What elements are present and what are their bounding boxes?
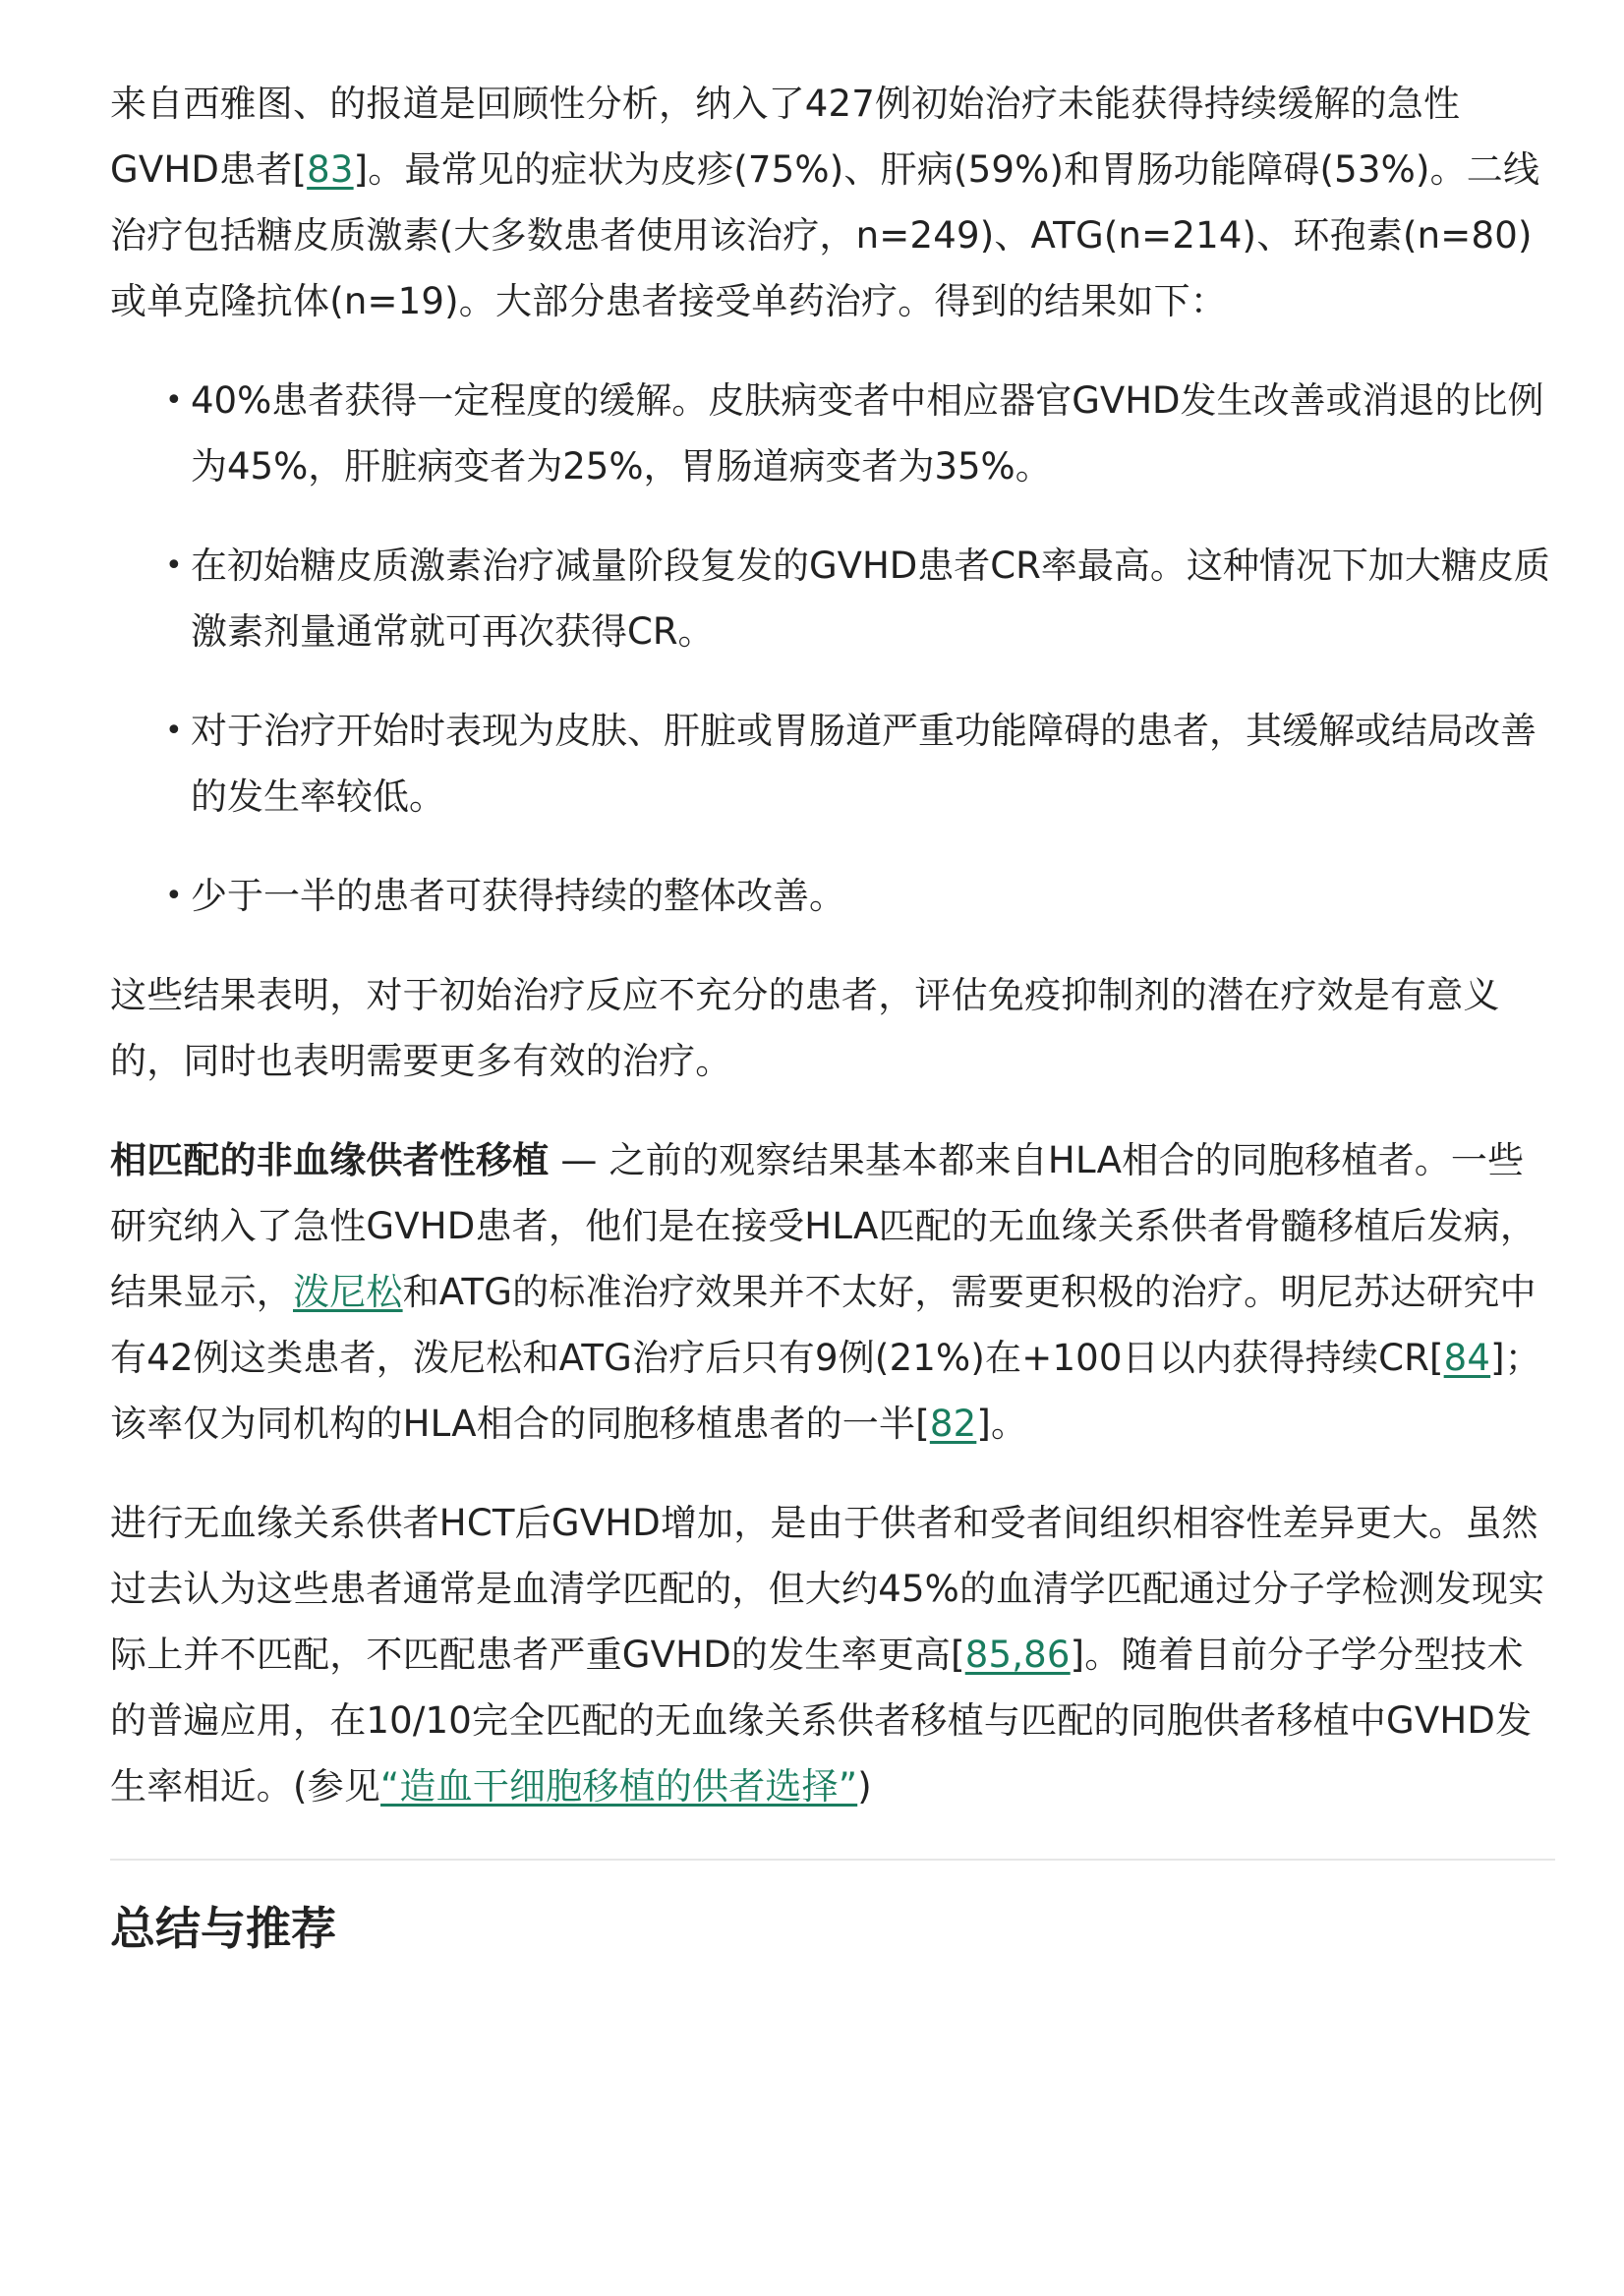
reference-link-85-86[interactable]: 85,86 [964, 1634, 1071, 1676]
paragraph-conclusion: 这些结果表明，对于初始治疗反应不充分的患者，评估免疫抑制剂的潜在疗效是有意义的，同时也表明需要更多有效的治疗。 [110, 974, 1500, 1082]
list-item [165, 533, 1555, 664]
topic-link-donor-selection[interactable]: “造血干细胞移植的供者选择” [380, 1765, 858, 1808]
list-item [165, 698, 1555, 830]
paragraph-histocompatibility [110, 1490, 1555, 1819]
list-item-text: 对于治疗开始时表现为皮肤、肝脏或胃肠道严重功能障碍的患者，其缓解或结局改善的发生率较低。 [191, 710, 1537, 818]
paragraph-unrelated-donor [110, 1127, 1555, 1457]
list-item-text: 40%患者获得一定程度的缓解。皮肤病变者中相应器官GVHD发生改善或消退的比例为45%，肝脏病变者为25%，胃肠道病变者为35%。 [191, 379, 1544, 488]
paragraph-seattle-report [110, 71, 1555, 334]
spacer [110, 334, 1555, 368]
bullet-icon: • [165, 548, 183, 583]
text: ]。 [976, 1403, 1028, 1445]
list-item [165, 368, 1555, 499]
drug-link-prednisone[interactable]: 泼尼松 [293, 1271, 403, 1313]
text: ]。最常见的症状为皮疹(75%)、肝病(59%)和胃肠功能障碍(53%)。二线治疗包括糖皮质激素(大多数患者使用该治疗，n=249)、ATG(n=214)、环孢素(n=80)或单克隆抗体(n=19)。大部分患者接受单药治疗。得到的结果如下： [110, 148, 1540, 322]
reference-link-82[interactable]: 82 [929, 1403, 977, 1445]
text: ]；该率仅为同机构的HLA相合的同胞移植患者的一半[ [110, 1337, 1541, 1445]
text: 进行无血缘关系供者HCT后GVHD增加，是由于供者和受者间组织相容性差异更大。虽然过去认为这些患者通常是血清学匹配的，但大约45%的血清学匹配通过分子学检测发现实际上并不匹配，不匹配患者严重GVHD的发生率更高[ [110, 1502, 1545, 1676]
list-item [165, 863, 1555, 929]
article-body [110, 71, 1555, 1963]
reference-link-84[interactable]: 84 [1443, 1337, 1491, 1379]
list-item-text: 少于一半的患者可获得持续的整体改善。 [191, 875, 845, 917]
bullet-icon: • [165, 879, 183, 913]
section-heading-summary: 总结与推荐 [110, 1902, 336, 1955]
section-divider [110, 1859, 1555, 1861]
text: ) [857, 1765, 872, 1808]
text: 和ATG的标准治疗效果并不太好，需要更积极的治疗。明尼苏达研究中有42例这类患者，泼尼松和ATG治疗后只有9例(21%)在+100日以内获得持续CR[ [110, 1271, 1537, 1379]
list-item-text: 在初始糖皮质激素治疗减量阶段复发的GVHD患者CR率最高。这种情况下加大糖皮质激素剂量通常就可再次获得CR。 [191, 545, 1550, 653]
bullet-icon: • [165, 383, 183, 418]
text: ]。随着目前分子学分型技术的普遍应用，在10/10完全匹配的无血缘关系供者移植与匹配的同胞供者移植中GVHD发生率相近。(参见 [110, 1634, 1533, 1808]
subsection-lead: 相匹配的非血缘供者性移植 [110, 1139, 550, 1181]
text: 来自西雅图、的报道是回顾性分析，纳入了427例初始治疗未能获得持续缓解的急性GVHD患者[ [110, 83, 1461, 191]
text: — 之前的观察结果基本都来自HLA相合的同胞移植者。一些研究纳入了急性GVHD患者，他们是在接受HLA匹配的无血缘关系供者骨髓移植后发病，结果显示， [110, 1139, 1537, 1313]
results-list [110, 368, 1555, 929]
bullet-icon: • [165, 714, 183, 748]
reference-link-83[interactable]: 83 [307, 148, 354, 191]
spacer [110, 1457, 1555, 1490]
spacer [110, 1094, 1555, 1127]
